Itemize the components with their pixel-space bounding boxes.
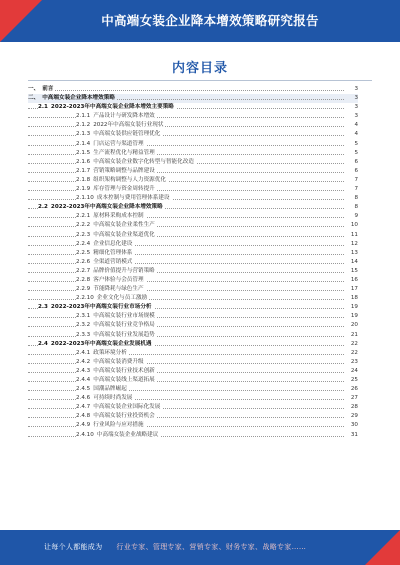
toc-entry[interactable] bbox=[28, 294, 358, 303]
toc-entry-page: 12 bbox=[346, 240, 358, 249]
toc-entry-number: 2.2.9 bbox=[76, 286, 91, 293]
toc-entry[interactable] bbox=[28, 203, 358, 212]
toc-entry[interactable] bbox=[28, 221, 358, 230]
toc-entry-text bbox=[76, 312, 157, 321]
toc-entry-page: 19 bbox=[346, 312, 358, 321]
toc-entry-label: 中高端女装企业柔性生产 bbox=[93, 222, 155, 229]
toc-entry-page: 21 bbox=[346, 331, 358, 340]
toc-entry[interactable] bbox=[28, 394, 358, 403]
toc-entry-number: 2.2.7 bbox=[76, 267, 91, 274]
toc-entry-text bbox=[76, 185, 157, 194]
toc-entry[interactable] bbox=[28, 167, 358, 176]
toc-entry-page: 19 bbox=[346, 303, 358, 312]
toc-entry-text bbox=[76, 421, 146, 430]
toc-entry-number: 2.2.3 bbox=[76, 231, 91, 238]
toc-entry-text bbox=[76, 194, 172, 203]
toc-entry-number: 2.1 bbox=[38, 104, 48, 111]
toc-entry[interactable] bbox=[28, 340, 358, 349]
toc-entry-page: 3 bbox=[346, 112, 358, 121]
toc-entry-text bbox=[28, 94, 117, 103]
toc-entry-page: 8 bbox=[346, 203, 358, 212]
toc-entry-text bbox=[76, 140, 146, 149]
toc-entry-label: 门店运营与渠道管理 bbox=[93, 140, 144, 147]
toc-entry-page: 9 bbox=[346, 212, 358, 221]
toc-entry-text bbox=[76, 267, 157, 276]
toc-entry[interactable] bbox=[28, 312, 358, 321]
toc-entry-label: 中高端女装行业投资机会 bbox=[93, 413, 155, 420]
toc-entry-label: 2022年中高端女装行业现状 bbox=[93, 122, 164, 129]
toc-heading: 内容目录 bbox=[171, 61, 228, 76]
toc-entry-label: 生产流程优化与精益管理 bbox=[93, 149, 155, 156]
toc-entry-number: 一、 bbox=[28, 86, 40, 92]
toc-entry[interactable] bbox=[28, 121, 358, 130]
toc-entry-text bbox=[76, 385, 129, 394]
toc-entry[interactable] bbox=[28, 321, 358, 330]
toc-entry-label: 营销策略调整与品牌建设 bbox=[93, 167, 155, 174]
toc-entry-page: 26 bbox=[346, 385, 358, 394]
toc-divider bbox=[28, 80, 372, 81]
toc-entry-page: 15 bbox=[346, 267, 358, 276]
toc-entry[interactable] bbox=[28, 158, 358, 167]
toc-entry-number: 2.2.2 bbox=[76, 222, 91, 229]
toc-entry-label: 中高端女装行业市场规模 bbox=[93, 313, 155, 320]
toc-entry-label: 中高端女装行业技术创新 bbox=[93, 367, 155, 374]
toc-entry-page: 4 bbox=[346, 121, 358, 130]
toc-entry-label: 精细化管理体系 bbox=[93, 249, 133, 256]
toc-entry-number: 2.1.9 bbox=[76, 186, 91, 193]
toc-entry-text bbox=[76, 285, 146, 294]
toc-entry-page: 14 bbox=[346, 258, 358, 267]
toc-entry-label: 2022-2023年中高端女装企业降本增效主要策略 bbox=[50, 104, 174, 111]
toc-entry-page: 13 bbox=[346, 249, 358, 258]
toc-entry[interactable] bbox=[28, 421, 358, 430]
toc-entry-number: 2.3 bbox=[38, 304, 48, 311]
toc-entry[interactable] bbox=[28, 140, 358, 149]
toc-entry-label: 中高端女装企业渠道优化 bbox=[93, 231, 155, 238]
toc-entry-page: 4 bbox=[346, 130, 358, 139]
toc-entry-text bbox=[76, 294, 149, 303]
toc-entry-text bbox=[76, 376, 157, 385]
toc-entry-text bbox=[76, 121, 165, 130]
toc-entry-label: 中高端女装行业发展趋势 bbox=[93, 331, 155, 338]
toc-entry-label: 2022-2023年中高端女装行业市场分析 bbox=[50, 304, 152, 311]
toc-entry[interactable] bbox=[28, 112, 358, 121]
toc-entry-number: 2.2.8 bbox=[76, 276, 91, 283]
toc-entry[interactable] bbox=[28, 403, 358, 412]
toc-entry-page: 3 bbox=[346, 94, 358, 103]
toc-entry-label: 2022-2023年中高端女装企业发展机遇 bbox=[50, 340, 152, 347]
footer-brand: 让每个人都能成为 bbox=[44, 543, 103, 551]
toc-entry-text bbox=[76, 412, 157, 421]
toc-entry-text bbox=[76, 112, 157, 121]
toc-entry-label: 企业文化与员工激励 bbox=[96, 295, 148, 302]
toc-entry-number: 2.4.9 bbox=[76, 422, 91, 429]
footer-red-corner bbox=[365, 530, 400, 565]
toc-entry-text bbox=[76, 176, 168, 185]
toc-entry-label: 成本控制与费用管理体系建设 bbox=[96, 195, 170, 202]
toc-entry[interactable] bbox=[28, 367, 358, 376]
header-red-corner bbox=[0, 0, 42, 42]
toc-entry-text bbox=[76, 130, 162, 139]
toc-entry-text bbox=[76, 240, 134, 249]
toc-entry-label: 库存管理与资金周转提升 bbox=[93, 186, 155, 193]
toc-entry-page: 28 bbox=[346, 403, 358, 412]
toc-entry-label: 中高端女装企业数字化转型与智能化改造 bbox=[93, 158, 194, 165]
toc-entry-text bbox=[76, 321, 157, 330]
toc-entry[interactable] bbox=[28, 94, 358, 103]
toc-entry-page: 10 bbox=[346, 221, 358, 230]
toc-entry-label: 中高端女装供应链管理优化 bbox=[93, 131, 161, 138]
toc-entry-label: 中高端女装企业国际化发展 bbox=[93, 404, 161, 411]
toc-entry-label: 政策环境分析 bbox=[93, 349, 127, 356]
toc-entry-label: 全渠道营销模式 bbox=[93, 258, 133, 265]
toc-entry[interactable] bbox=[28, 185, 358, 194]
toc-entry-page: 29 bbox=[346, 412, 358, 421]
toc-entry-page: 11 bbox=[346, 231, 358, 240]
toc-entry[interactable] bbox=[28, 249, 358, 258]
toc-entry-number: 2.4.2 bbox=[76, 358, 91, 365]
toc-entry-text bbox=[76, 149, 157, 158]
toc-leader-dots bbox=[28, 90, 344, 91]
toc-entry-number: 2.1.7 bbox=[76, 167, 91, 174]
toc-entry[interactable] bbox=[28, 276, 358, 285]
toc-entry[interactable] bbox=[28, 103, 358, 112]
toc-entry-label: 2022-2023年中高端女装企业降本增效策略 bbox=[50, 204, 163, 211]
toc-entry-label: 前言 bbox=[42, 86, 54, 92]
toc-entry-number: 2.1.8 bbox=[76, 176, 91, 183]
toc-entry-number: 2.4.10 bbox=[76, 431, 94, 438]
toc-entry-label: 中高端女装企业降本增效策略 bbox=[42, 95, 115, 102]
toc-entry-label: 国潮品牌崛起 bbox=[93, 386, 127, 393]
toc-entry-page: 7 bbox=[346, 176, 358, 185]
toc-entry-page: 22 bbox=[346, 340, 358, 349]
toc-entry[interactable] bbox=[28, 194, 358, 203]
toc-entry[interactable] bbox=[28, 212, 358, 221]
toc-entry-label: 组织架构调整与人力资源优化 bbox=[93, 176, 166, 183]
toc-entry-text bbox=[76, 212, 146, 221]
toc-entry-page: 6 bbox=[346, 167, 358, 176]
toc-entry-label: 行业风险与应对措施 bbox=[93, 422, 144, 429]
toc-entry-text bbox=[76, 431, 160, 440]
toc-entry-number: 2.4.5 bbox=[76, 386, 91, 393]
toc-entry-page: 3 bbox=[346, 103, 358, 112]
toc-entry-number: 2.3.1 bbox=[76, 313, 91, 320]
toc-entry-number: 2.4 bbox=[38, 340, 48, 347]
toc-entry-text bbox=[76, 167, 157, 176]
toc-entry-page: 7 bbox=[346, 185, 358, 194]
toc-entry-label: 中高端女装线上渠道拓展 bbox=[93, 377, 155, 383]
toc-entry-text bbox=[76, 403, 162, 412]
toc-entry-number: 2.2.6 bbox=[76, 258, 91, 265]
toc-entry-label: 企业信息化建设 bbox=[93, 240, 133, 247]
toc-entry-page: 24 bbox=[346, 367, 358, 376]
toc-entry-text bbox=[76, 249, 134, 258]
toc-entry-text bbox=[76, 231, 157, 240]
toc-entry-label: 中高端女装消费升级 bbox=[93, 358, 144, 365]
toc-entry-text bbox=[38, 103, 176, 112]
toc-entry-number: 2.4.6 bbox=[76, 395, 91, 402]
toc-entry-number: 2.2 bbox=[38, 204, 48, 211]
toc-entry-number: 2.2.5 bbox=[76, 249, 91, 256]
toc-entry[interactable] bbox=[28, 376, 358, 385]
toc-entry[interactable] bbox=[28, 258, 358, 267]
toc-entry-number: 2.4.1 bbox=[76, 349, 91, 356]
toc-entry-text bbox=[76, 258, 134, 267]
toc-entry[interactable] bbox=[28, 358, 358, 367]
toc-entry-number: 2.4.7 bbox=[76, 404, 91, 411]
toc-entry-label: 节能降耗与绿色生产 bbox=[93, 286, 144, 293]
toc-entry-number: 2.2.4 bbox=[76, 240, 91, 247]
toc-entry-page: 16 bbox=[346, 276, 358, 285]
toc-entry-text bbox=[38, 303, 154, 312]
toc-entry-page: 25 bbox=[346, 376, 358, 385]
toc-entry-text bbox=[76, 358, 146, 367]
toc-entry-label: 客户体验与会员管理 bbox=[93, 276, 144, 283]
toc-entry-number: 2.1.3 bbox=[76, 131, 91, 138]
report-title: 中高端女装企业降本增效策略研究报告 bbox=[101, 13, 319, 28]
toc-entry-number: 2.4.8 bbox=[76, 413, 91, 420]
toc-entry-number: 2.2.10 bbox=[76, 295, 94, 302]
toc-entry-number: 2.4.4 bbox=[76, 377, 91, 383]
toc-entry-text bbox=[28, 85, 55, 94]
toc-entry-page: 5 bbox=[346, 140, 358, 149]
toc-entry-text bbox=[76, 367, 157, 376]
table-of-contents bbox=[28, 85, 358, 440]
toc-entry-number: 2.3.3 bbox=[76, 331, 91, 338]
toc-entry-number: 二、 bbox=[28, 95, 40, 102]
toc-entry[interactable] bbox=[28, 331, 358, 340]
toc-entry-page: 27 bbox=[346, 394, 358, 403]
toc-entry-text bbox=[76, 276, 146, 285]
toc-entry-text bbox=[38, 203, 165, 212]
toc-entry-page: 31 bbox=[346, 431, 358, 440]
toc-entry[interactable] bbox=[28, 240, 358, 249]
toc-entry[interactable] bbox=[28, 176, 358, 185]
toc-entry-page: 17 bbox=[346, 285, 358, 294]
toc-entry-number: 2.1.5 bbox=[76, 149, 91, 156]
toc-entry-page: 22 bbox=[346, 349, 358, 358]
toc-entry[interactable] bbox=[28, 431, 358, 440]
toc-entry-label: 中高端女装企业战略建议 bbox=[96, 431, 159, 438]
toc-entry-label: 品牌价值提升与营销策略 bbox=[93, 267, 155, 274]
toc-entry[interactable] bbox=[28, 412, 358, 421]
toc-entry[interactable] bbox=[28, 385, 358, 394]
toc-entry-number: 2.1.4 bbox=[76, 140, 91, 147]
toc-entry[interactable] bbox=[28, 349, 358, 358]
toc-entry-page: 5 bbox=[346, 149, 358, 158]
toc-entry-number: 2.1.10 bbox=[76, 195, 94, 202]
toc-entry-number: 2.1.2 bbox=[76, 122, 91, 129]
toc-entry-label: 原材料采购成本控制 bbox=[93, 213, 144, 220]
toc-entry-text bbox=[76, 394, 134, 403]
toc-entry[interactable] bbox=[28, 267, 358, 276]
toc-entry-label: 中高端女装行业竞争格局 bbox=[93, 322, 155, 329]
toc-entry-text bbox=[38, 340, 154, 349]
toc-entry-text bbox=[76, 158, 196, 167]
toc-entry[interactable] bbox=[28, 130, 358, 139]
toc-entry[interactable] bbox=[28, 149, 358, 158]
toc-entry-number: 2.4.3 bbox=[76, 367, 91, 374]
footer-slogan: 行业专家、管理专家、营销专家、财务专家、战略专家…… bbox=[116, 543, 307, 551]
toc-entry-page: 30 bbox=[346, 421, 358, 430]
toc-entry-label: 可持续时尚发展 bbox=[93, 395, 133, 402]
toc-entry-page: 8 bbox=[346, 194, 358, 203]
toc-entry[interactable] bbox=[28, 303, 358, 312]
toc-entry-number: 2.1.6 bbox=[76, 158, 91, 165]
toc-entry-page: 20 bbox=[346, 321, 358, 330]
toc-entry-text bbox=[76, 221, 157, 230]
toc-entry-text bbox=[76, 331, 157, 340]
toc-entry[interactable] bbox=[28, 85, 358, 94]
toc-entry-number: 2.2.1 bbox=[76, 213, 91, 220]
toc-entry-page: 23 bbox=[346, 358, 358, 367]
toc-entry-label: 产品设计与研发降本增效 bbox=[93, 113, 155, 120]
toc-entry-number: 2.1.1 bbox=[76, 113, 91, 120]
toc-entry-text bbox=[76, 349, 129, 358]
toc-entry[interactable] bbox=[28, 231, 358, 240]
toc-entry-page: 18 bbox=[346, 294, 358, 303]
toc-entry-number: 2.3.2 bbox=[76, 322, 91, 329]
toc-entry-page: 3 bbox=[346, 85, 358, 94]
toc-entry[interactable] bbox=[28, 285, 358, 294]
toc-entry-page: 6 bbox=[346, 158, 358, 167]
footer-text bbox=[44, 530, 306, 565]
